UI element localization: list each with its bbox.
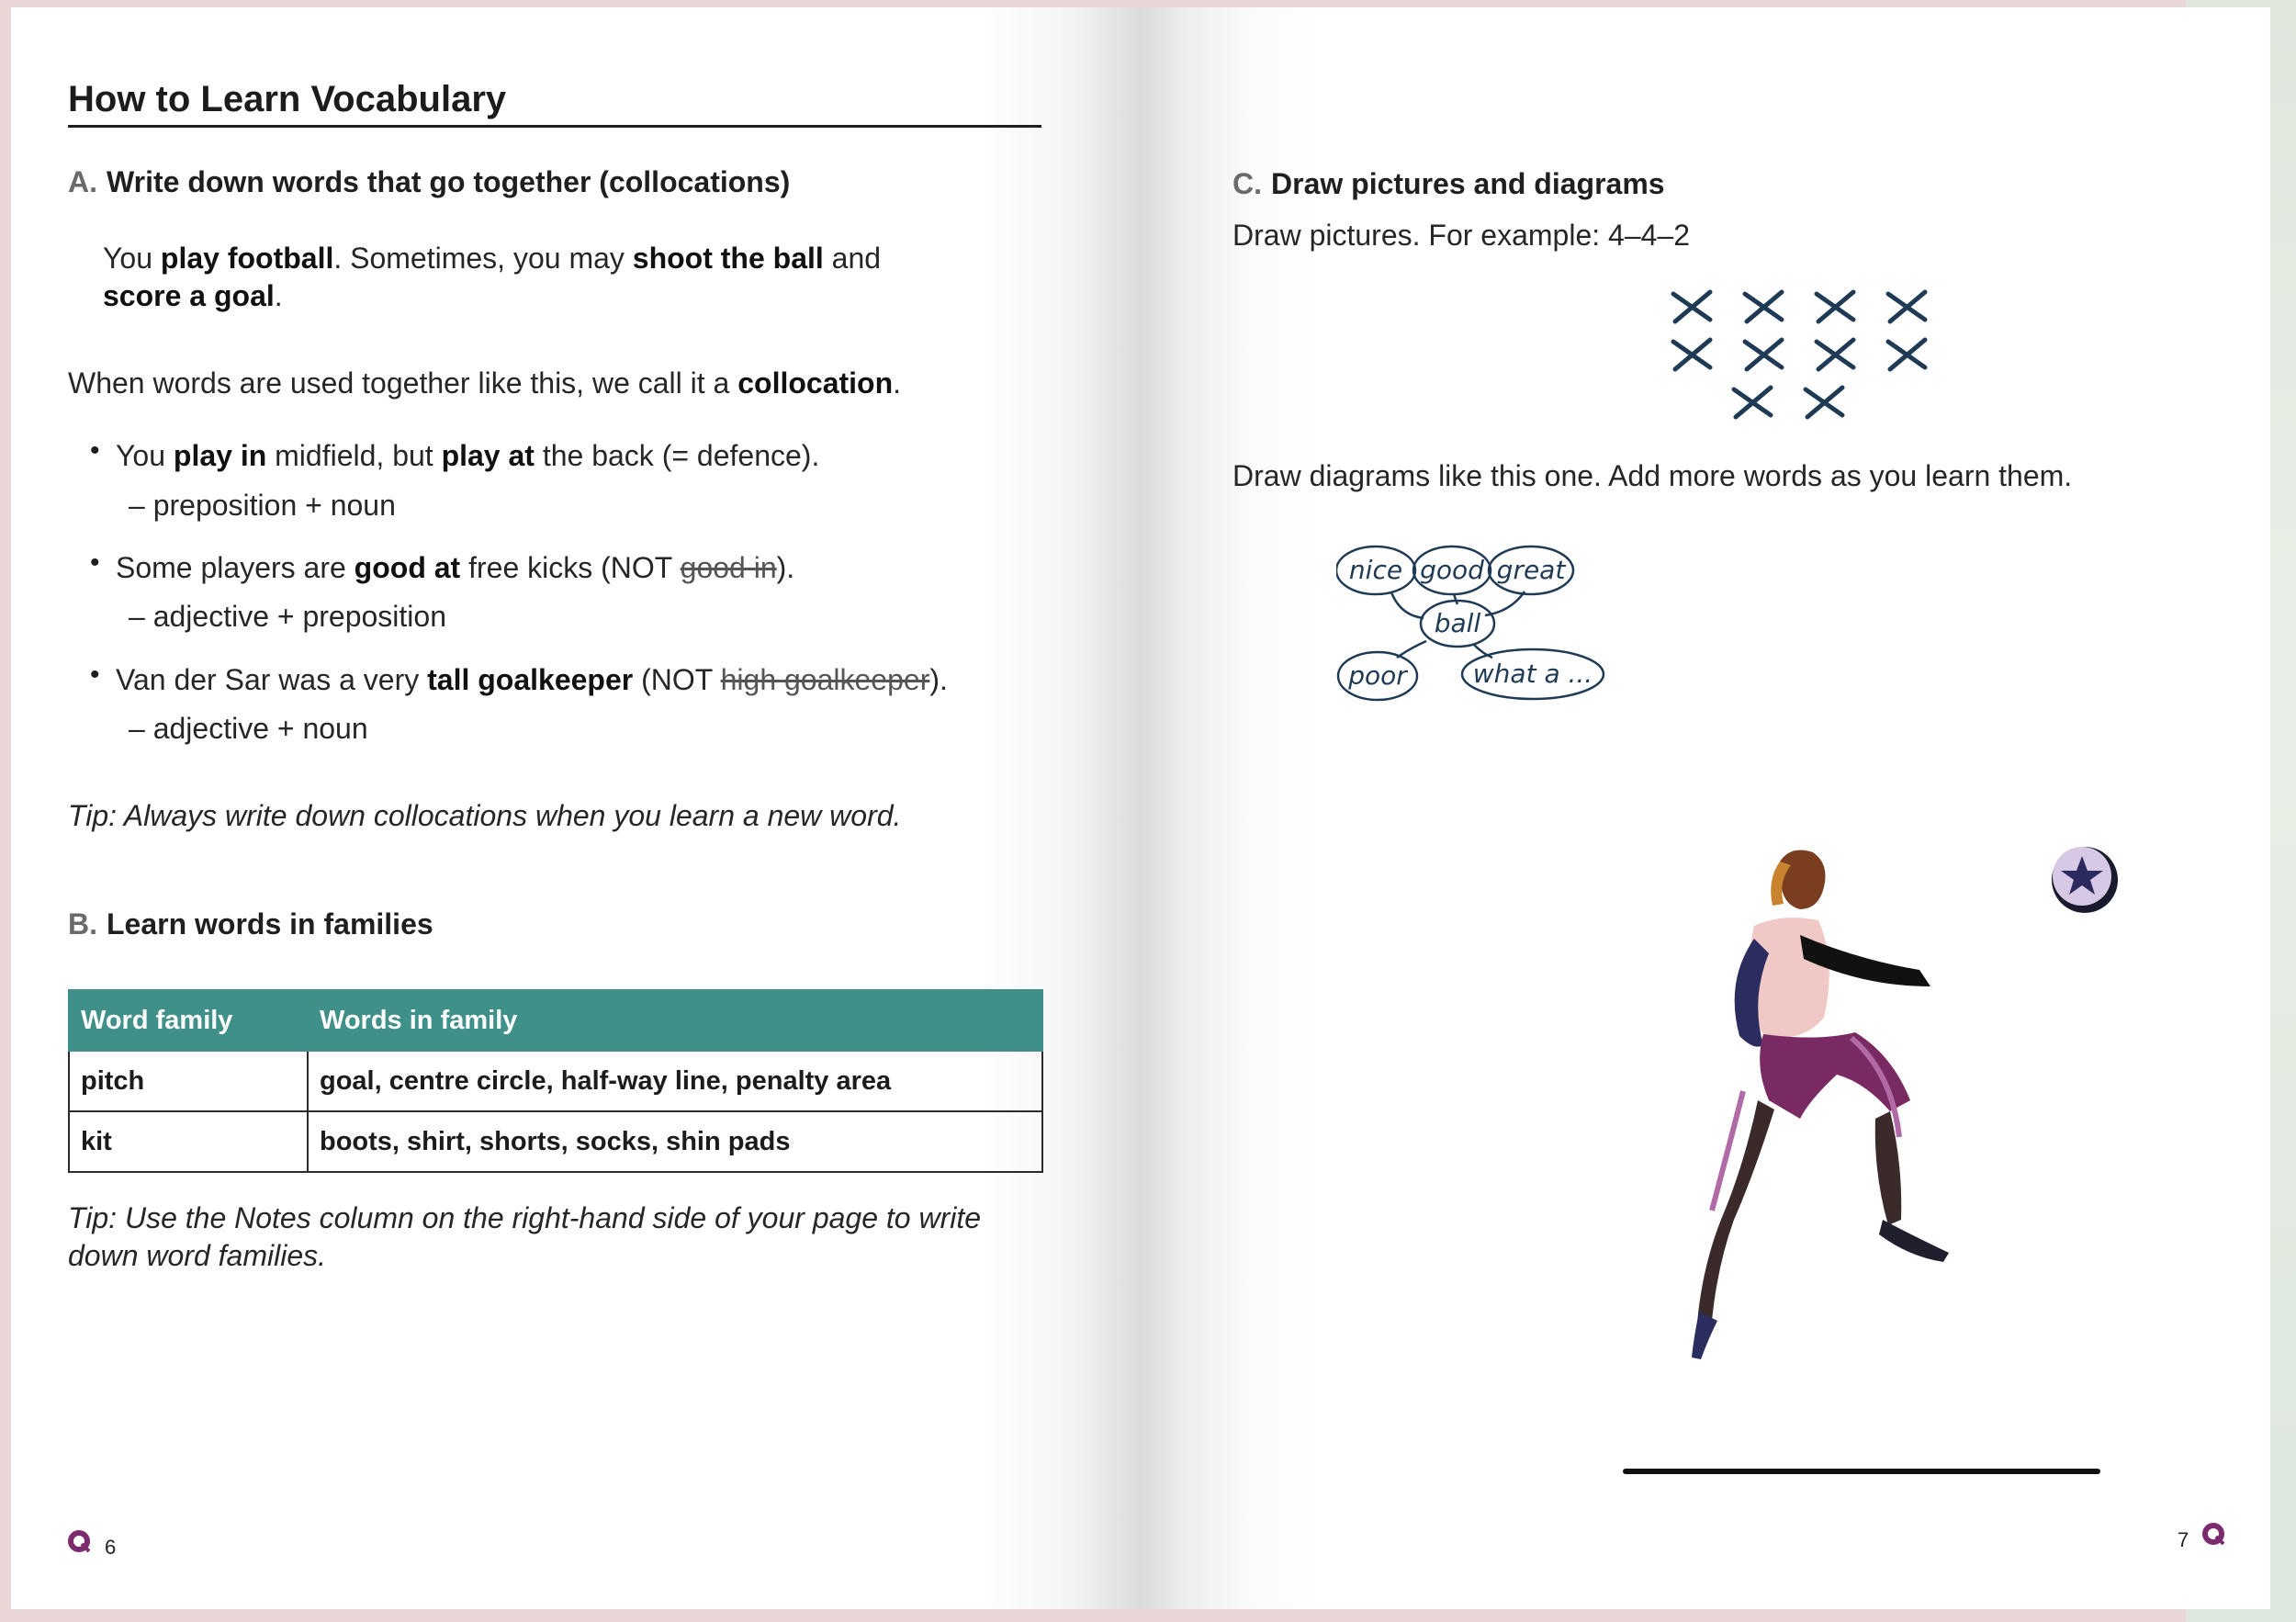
table-header: Words in family xyxy=(308,990,1042,1051)
bullet-sub: – preposition + noun xyxy=(129,489,396,522)
bullet-text: free kicks (NOT xyxy=(460,551,681,584)
right-page xyxy=(1139,7,2270,1609)
ground-shadow xyxy=(1623,1469,2100,1474)
tip-word-families xyxy=(68,1200,981,1275)
definition-text: When words are used together like this, we call it a xyxy=(68,366,738,400)
example-bold: shoot the ball xyxy=(632,242,824,275)
table-row xyxy=(69,1111,1042,1172)
example-text: . xyxy=(274,279,283,312)
tip-collocations: Tip: Always write down collocations when you learn a new word. xyxy=(68,799,902,832)
page-number-right: 7 xyxy=(2178,1528,2189,1551)
table-cell: goal, centre circle, half-way line, penalty area xyxy=(308,1051,1042,1111)
collocation-definition xyxy=(68,365,901,402)
formation-player-x xyxy=(1673,340,1710,369)
definition-bold: collocation xyxy=(737,366,894,400)
example-text: You xyxy=(103,242,161,275)
formation-player-x xyxy=(1817,340,1853,369)
page-title: How to Learn Vocabulary xyxy=(68,79,507,119)
diagram-word: great xyxy=(1496,555,1566,585)
diagram-center-word: ball xyxy=(1434,608,1481,638)
section-b-letter: B. xyxy=(68,907,97,941)
formation-player-x xyxy=(1673,292,1710,321)
diagram-intro: Draw diagrams like this one. Add more words as you learn them. xyxy=(1232,459,2073,492)
formation-player-x xyxy=(1745,340,1782,369)
publisher-logo-icon xyxy=(66,1528,92,1554)
table-header: Word family xyxy=(69,990,308,1051)
bullet-dot: • xyxy=(90,547,100,578)
table-header-row xyxy=(69,990,1042,1051)
diagram-connector xyxy=(1485,591,1525,615)
formation-drawing xyxy=(1662,276,1956,441)
formation-player-x xyxy=(1888,340,1925,369)
player-shorts xyxy=(1760,1032,1910,1119)
section-a-title: Write down words that go together (collocations) xyxy=(107,165,791,198)
diagram-connector xyxy=(1397,641,1426,658)
example-text: . Sometimes, you may xyxy=(333,242,633,275)
bullet-bold: play in xyxy=(173,439,267,472)
section-b-title: Learn words in families xyxy=(107,907,433,941)
bullet-sub: – adjective + noun xyxy=(129,712,368,745)
bullet-item xyxy=(116,549,794,587)
definition-text: . xyxy=(893,366,902,400)
table-cell: kit xyxy=(69,1111,308,1172)
formation-player-x xyxy=(1734,388,1771,417)
word-family-table xyxy=(68,989,1043,1173)
title-rule xyxy=(68,125,1041,128)
example-text: and xyxy=(823,242,882,275)
bullet-text: ). xyxy=(776,551,795,584)
player-boot-right xyxy=(1879,1220,1949,1262)
section-a-letter: A. xyxy=(68,165,97,198)
bullet-text: Some players are xyxy=(116,551,355,584)
player-head xyxy=(1780,850,1826,909)
bullet-text: midfield, but xyxy=(266,439,442,472)
section-c-intro: Draw pictures. For example: 4–4–2 xyxy=(1232,219,1690,252)
collocation-example xyxy=(103,240,881,315)
section-b-heading xyxy=(68,907,433,941)
bullet-text: (NOT xyxy=(633,663,721,696)
bullet-item xyxy=(116,437,819,475)
table-cell: pitch xyxy=(69,1051,308,1111)
diagram-word: poor xyxy=(1348,660,1407,691)
example-bold: play football xyxy=(160,242,334,275)
bullet-dot: • xyxy=(90,659,100,690)
struck-word: good in xyxy=(680,551,777,584)
formation-player-x xyxy=(1745,292,1782,321)
word-diagram xyxy=(1336,540,1621,705)
bullet-text: You xyxy=(116,439,174,472)
publisher-logo-icon xyxy=(2200,1521,2226,1547)
diagram-word: good xyxy=(1420,555,1484,585)
formation-player-x xyxy=(1806,388,1842,417)
tip-line: down word families. xyxy=(68,1239,326,1272)
bullet-text: ). xyxy=(929,663,948,696)
bullet-text: Van der Sar was a very xyxy=(116,663,428,696)
bullet-sub: – adjective + preposition xyxy=(129,600,446,633)
bullet-item xyxy=(116,661,948,699)
player-leg-left xyxy=(1697,1100,1774,1323)
bullet-dot: • xyxy=(90,435,100,466)
player-boot-left xyxy=(1692,1312,1717,1359)
diagram-word: nice xyxy=(1348,555,1403,585)
diagram-connector xyxy=(1391,592,1424,618)
page-number-left: 6 xyxy=(105,1536,117,1559)
tip-line: Tip: Use the Notes column on the right-hand side of your page to write xyxy=(68,1201,982,1234)
footballer-illustration xyxy=(1616,825,2223,1413)
section-a-heading xyxy=(68,165,790,199)
struck-word: high goalkeeper xyxy=(720,663,930,696)
section-c-letter: C. xyxy=(1232,167,1262,200)
left-page xyxy=(11,7,1139,1609)
table-cell: boots, shirt, shorts, socks, shin pads xyxy=(308,1111,1042,1172)
table-row xyxy=(69,1051,1042,1111)
bullet-bold: good at xyxy=(354,551,461,584)
bullet-bold: tall goalkeeper xyxy=(427,663,634,696)
bullet-bold: play at xyxy=(441,439,535,472)
section-c-heading xyxy=(1232,167,1665,201)
formation-player-x xyxy=(1817,292,1853,321)
bullet-text: the back (= defence). xyxy=(534,439,820,472)
diagram-word: what a ... xyxy=(1472,659,1593,689)
example-bold: score a goal xyxy=(103,279,275,312)
formation-player-x xyxy=(1888,292,1925,321)
section-c-title: Draw pictures and diagrams xyxy=(1271,167,1665,200)
